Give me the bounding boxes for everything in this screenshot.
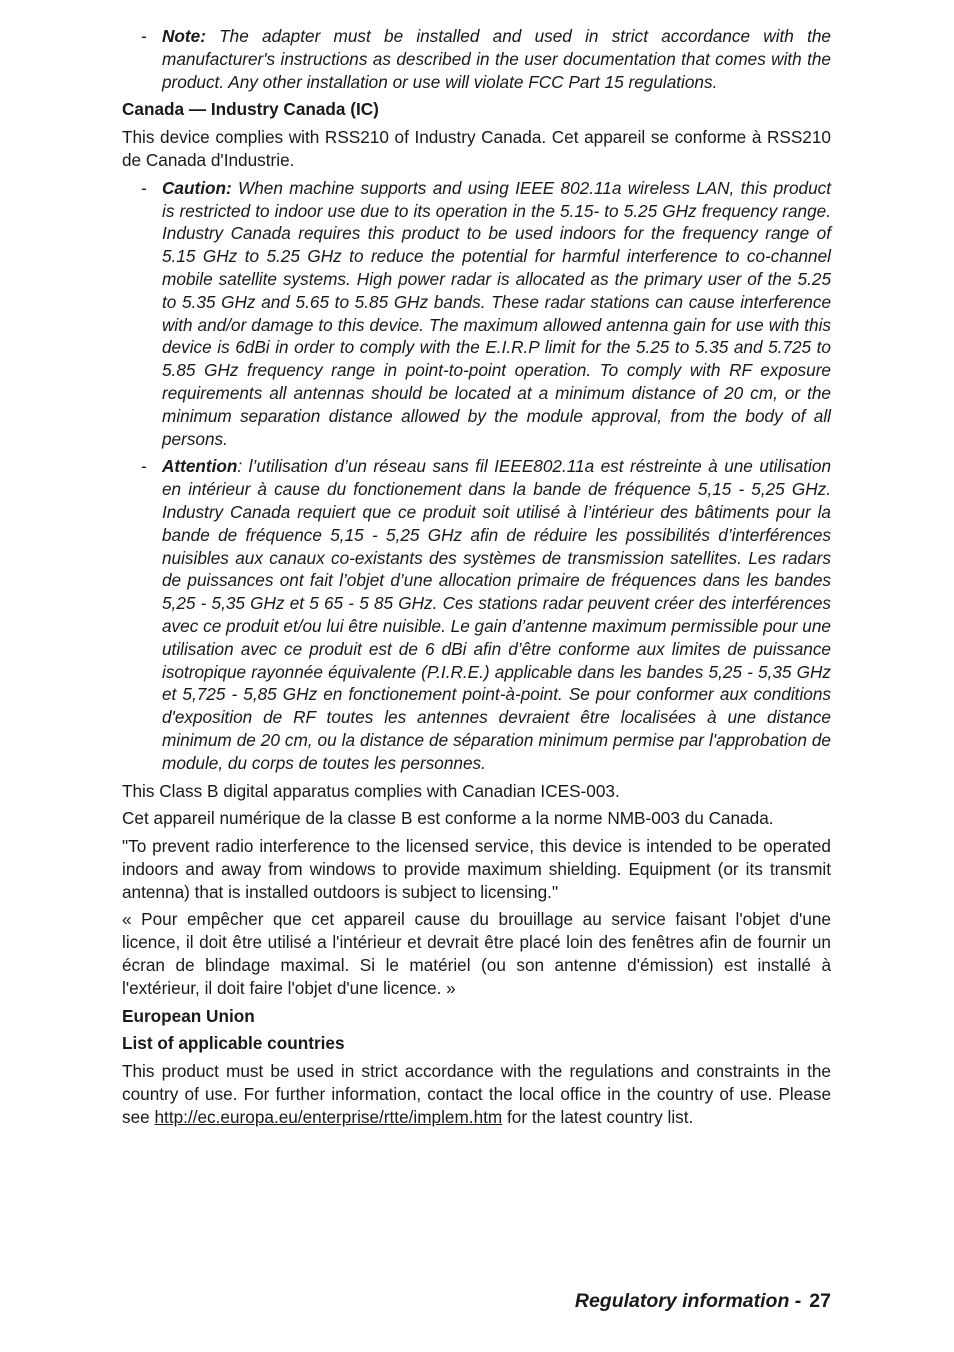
eu-heading: European Union	[122, 1005, 255, 1026]
prevent-interference-fr: « Pour empêcher que cet appareil cause du brouillage au service faisant l'objet d'une licence, il doit être utilisé a l'intérieur et devrait être placé loin des fenêtres afin de fournir un écran de blindage maximal. Si le matériel (ou son antenne d'émission) est installé à l'extérieur, il doit faire l'objet d'une licence. »	[122, 909, 831, 998]
caution-bullet	[122, 177, 831, 451]
caution-label: Caution:	[162, 177, 232, 198]
footer-section-title: Regulatory information -	[574, 1290, 802, 1312]
caution-text: When machine supports and using IEEE 802.11a wireless LAN, this product is restricted to indoor use due to its operation in the 5.15- to 5.25 GHz frequency range. Industry Canada requires this product to be used indoors for the frequency range of 5.15 GHz to 5.25 GHz to reduce the potential for harmful interference to co-channel mobile satellite systems. High power radar is allocated as the primary user of the 5.25 to 5.35 GHz and 5.65 to 5.85 GHz bands. These radar stations can cause interference with and/or damage to this device. The maximum allowed antenna gain for use with this device is 6dBi in order to comply with the E.I.R.P limit for the 5.25 to 5.35 and 5.725 to 5.85 GHz frequency range in point-to-point operation. To comply with RF exposure requirements all antennas should be located at a minimum distance of 20 cm, or the minimum separation distance allowed by the module approval, from the body of all persons.	[162, 177, 831, 449]
bullet-dash: -	[141, 26, 147, 46]
eu-text-before: This product must be used in strict accordance with the regulations and constraints in the country of use. For further information, contact the local office in the country of use. Please see	[122, 1061, 831, 1127]
attention-bullet	[122, 455, 831, 774]
page-number: 27	[809, 1290, 831, 1312]
attention-text: : l’utilisation d’un réseau sans fil IEEE802.11a est réstreinte à une utilisation en intérieur à cause du fonctionement dans la bande de fréquence 5,15 - 5,25 GHz. Industry Canada requiert que ce produit soit utilisé à l’intérieur des bâtiments pour la bande de fréquence 5,15 - 5,25 GHz afin de réduire les possibilités d’interférences nuisibles aux canaux co-existants des systèmes de transmission satellites. Les radars de puissances ont fait l’objet d’une allocation primaire de fréquences dans les bandes 5,25 - 5,35 GHz et 5 65 - 5 85 GHz. Ces stations radar peuvent créer des interférences avec ce produit et/ou lui être nuisible. Le gain d’antenne maximum permissible pour une utilisation avec ce produit est de 6 dBi afin d’être conforme aux limites de puissance isotropique rayonnée équivalente (P.I.R.E.) applicable dans les bandes 5,25 - 5,35 GHz et 5,725 - 5,85 GHz en fonctionement point-à-point. Se pour conformer aux conditions d'exposition de RF toutes les antennes devraient être localisées à une distance minimum de 20 cm, ou la distance de séparation minimum permise par l'approbation de module, du corps de toutes les personnes.	[162, 456, 831, 773]
eu-text-after: for the latest country list.	[502, 1106, 694, 1127]
bullet-dash: -	[141, 456, 147, 477]
canada-heading: Canada — Industry Canada (IC)	[122, 99, 379, 120]
note-label: Note:	[162, 26, 206, 46]
eu-text	[122, 1060, 831, 1128]
eu-country-list-link[interactable]: http://ec.europa.eu/enterprise/rtte/implem.htm	[154, 1106, 503, 1127]
ices-statement: This Class B digital apparatus complies with Canadian ICES-003.	[122, 780, 620, 801]
document-body	[122, 25, 831, 1134]
canada-intro: This device complies with RSS210 of Industry Canada. Cet appareil se conforme à RSS210 de Canada d'Industrie.	[122, 127, 831, 170]
page-footer	[575, 1290, 831, 1313]
eu-subheading: List of applicable countries	[122, 1033, 345, 1054]
nmb-statement: Cet appareil numérique de la classe B est conforme a la norme NMB-003 du Canada.	[122, 808, 774, 829]
prevent-interference-en: "To prevent radio interference to the licensed service, this device is intended to be operated indoors and away from windows to provide maximum shielding. Equipment (or its transmit antenna) that is installed outdoors is subject to licensing."	[122, 836, 831, 902]
bullet-dash: -	[141, 177, 147, 198]
note-bullet	[122, 25, 831, 93]
note-text: The adapter must be installed and used in strict accordance with the manufacturer's instructions as described in the user documentation that comes with the product. Any other installation or use will violate FCC Part 15 regulations.	[162, 26, 831, 92]
attention-label: Attention	[162, 456, 238, 477]
